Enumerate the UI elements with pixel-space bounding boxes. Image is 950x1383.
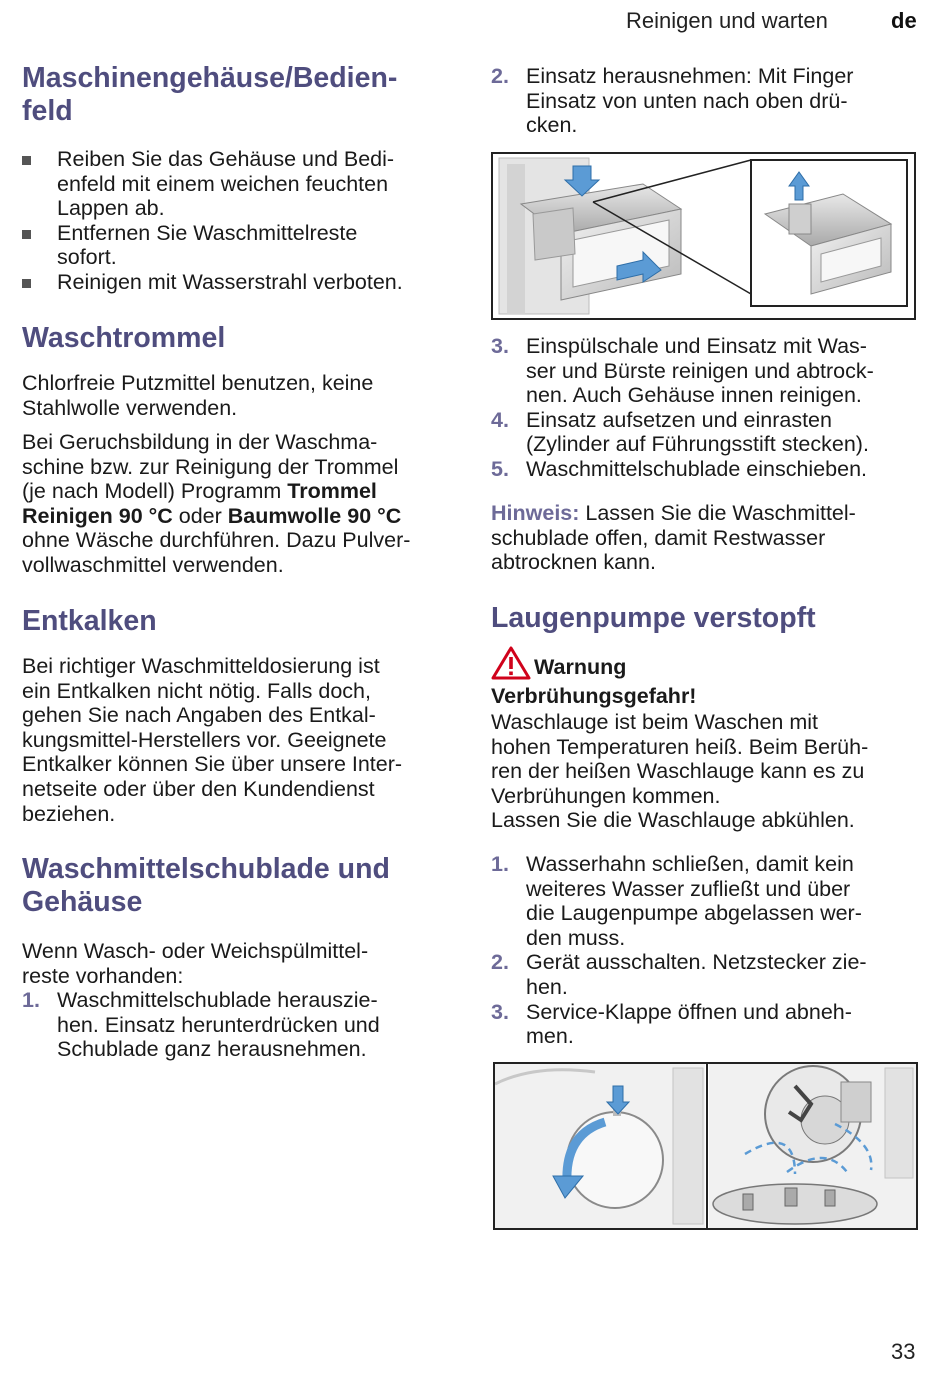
step-number: 4.	[491, 407, 509, 432]
descaling-paragraph: Bei richtiger Waschmitteldosierung ist ein Entkalken nicht nötig. Falls doch, gehen Sie nach Angaben des Entkal- kungsmittel-Herstellers vor. Geeignete Entkalker können Sie über unsere Inter- netseite oder über den Kundendienst beziehen.	[22, 654, 403, 826]
drum-paragraph-2	[22, 430, 410, 578]
heading-drain-pump: Laugenpumpe verstopft	[491, 602, 816, 634]
heading-descaling: Entkalken	[22, 605, 157, 637]
step-number: 2.	[491, 64, 509, 88]
drum-text-a: Bei Geruchsbildung in der Waschma- schine bzw. zur Reinigung der Trommel (je nach Modell) Programm	[22, 430, 399, 504]
step-number: 1.	[491, 852, 509, 876]
drawer-steps-list	[22, 988, 380, 1062]
step-number: 2.	[491, 950, 509, 975]
service-flap-image	[495, 1064, 916, 1228]
step-text: Einsatz herausnehmen: Mit Finger Einsatz von unten nach oben drü- cken.	[526, 64, 854, 138]
page-number: 33	[891, 1339, 916, 1364]
running-header-section: Reinigen und warten	[626, 8, 828, 33]
list-item	[22, 221, 403, 270]
list-item	[491, 950, 867, 999]
hint-paragraph	[491, 501, 856, 575]
warning-text: Waschlauge ist beim Waschen mit hohen Temperaturen heiß. Beim Berüh- ren der heißen Waschlauge kann es zu Verbrühungen kommen. Lassen Sie die Waschlauge abkühlen.	[491, 710, 869, 833]
step-text: Wasserhahn schließen, damit kein weiteres Wasser zufließt und über die Laugenpumpe abgelassen wer- den muss.	[526, 852, 862, 950]
heading-detergent-drawer: Waschmittelschublade und Gehäuse	[22, 853, 390, 918]
bullet-text: Reinigen mit Wasserstrahl verboten.	[57, 269, 403, 294]
drawer-removal-image	[493, 154, 914, 318]
heading-drum: Waschtrommel	[22, 322, 226, 354]
hint-label: Hinweis:	[491, 501, 580, 525]
list-item	[22, 147, 403, 221]
list-item	[491, 1000, 867, 1049]
step-number: 5.	[491, 456, 509, 481]
drawer-intro: Wenn Wasch- oder Weichspülmittel- reste vorhanden:	[22, 939, 369, 988]
bullet-text: Reiben Sie das Gehäuse und Bedi- enfeld mit einem weichen feuchten Lappen ab.	[57, 147, 395, 221]
drum-paragraph-1: Chlorfreie Putzmittel benutzen, keine Stahlwolle verwenden.	[22, 371, 374, 420]
program-drum-clean: Trommel Reinigen 90 °C	[22, 479, 377, 528]
program-cotton: Baumwolle 90 °C	[227, 503, 402, 528]
drawer-illustration	[491, 152, 916, 320]
bullet-square-icon	[22, 230, 31, 239]
language-code: de	[891, 8, 917, 33]
warning-triangle-icon	[491, 646, 531, 680]
list-item	[22, 270, 403, 295]
drum-text-c: oder	[172, 503, 228, 528]
list-item	[22, 988, 380, 1062]
step-text: Gerät ausschalten. Netzstecker zie- hen.	[526, 950, 867, 999]
step-text: Waschmittelschublade herauszie- hen. Einsatz herunterdrücken und Schublade ganz herausnehmen.	[57, 988, 380, 1062]
warning-subtitle: Verbrühungsgefahr!	[491, 684, 697, 708]
list-item	[491, 852, 867, 950]
step-number: 1.	[22, 988, 40, 1012]
step-text: Service-Klappe öffnen und abneh- men.	[526, 999, 852, 1049]
step-number: 3.	[491, 334, 509, 358]
step-text: Waschmittelschublade einschieben.	[526, 456, 867, 481]
drain-pump-steps-list	[491, 852, 867, 1049]
list-item	[491, 408, 874, 457]
list-item	[491, 334, 874, 408]
housing-bullet-list	[22, 147, 403, 295]
list-item	[491, 457, 874, 482]
hint-text: Lassen Sie die Waschmittel- schublade offen, damit Restwasser abtrocknen kann.	[491, 501, 856, 575]
bullet-square-icon	[22, 279, 31, 288]
service-flap-illustration	[493, 1062, 918, 1230]
drum-text-d: ohne Wäsche durchführen. Dazu Pulver- vollwaschmittel verwenden.	[22, 528, 411, 577]
warning-title: Warnung	[534, 655, 627, 679]
step-text: Einspülschale und Einsatz mit Was- ser und Bürste reinigen und abtrock- nen. Auch Gehäuse innen reinigen.	[526, 334, 874, 408]
list-item	[491, 64, 853, 138]
heading-housing-panel: Maschinengehäuse/Bedien- feld	[22, 62, 398, 127]
step-number: 3.	[491, 999, 509, 1024]
step-text: Einsatz aufsetzen und einrasten (Zylinder auf Führungsstift stecken).	[526, 407, 869, 457]
bullet-square-icon	[22, 156, 31, 165]
cleaning-steps-list	[491, 334, 874, 482]
bullet-text: Entfernen Sie Waschmittelreste sofort.	[57, 220, 358, 270]
drawer-steps-list-cont	[491, 64, 853, 138]
